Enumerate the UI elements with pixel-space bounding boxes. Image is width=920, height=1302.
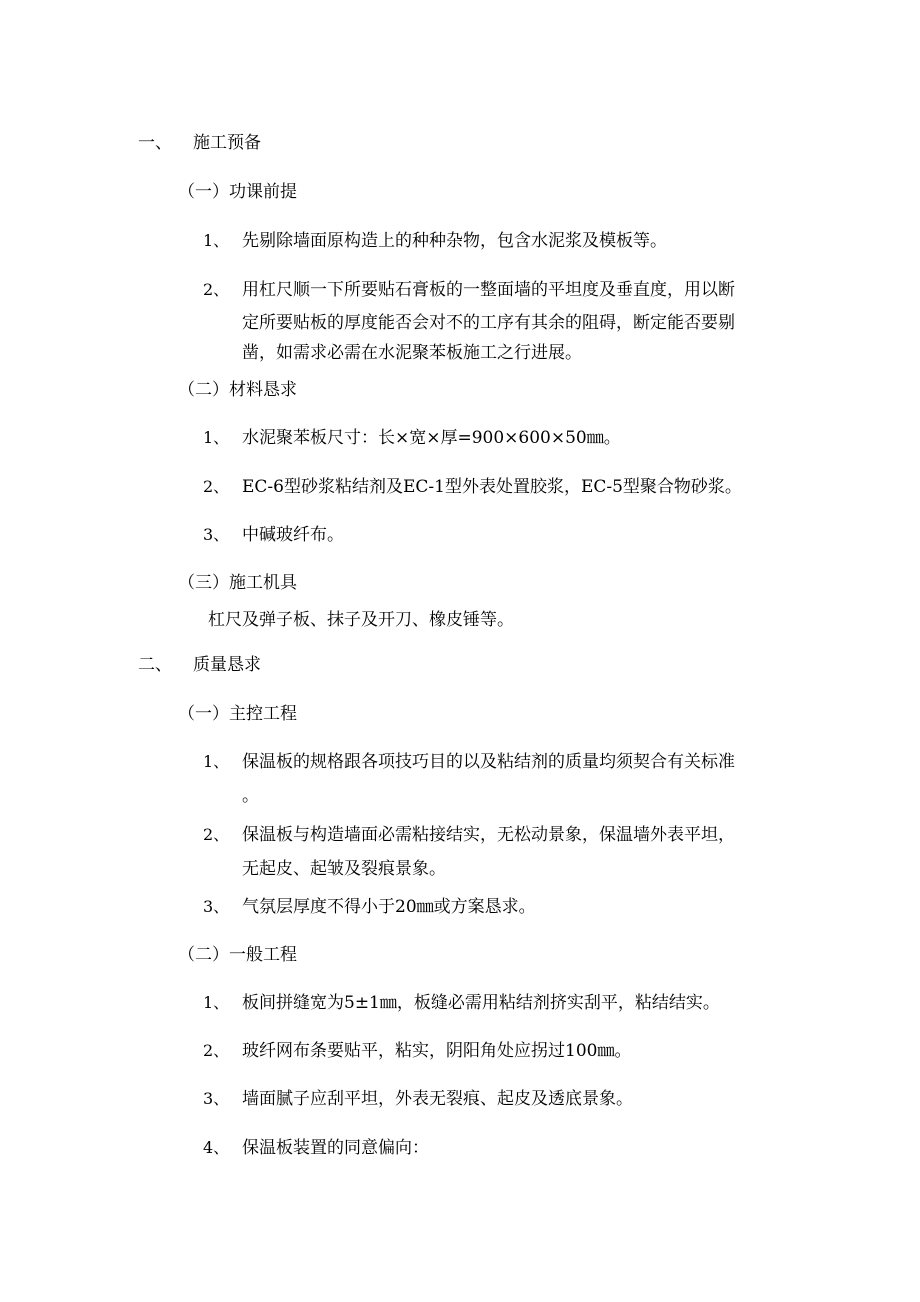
item-text: 先剔除墙面原构造上的种种杂物，包含水泥浆及模板等。 bbox=[242, 231, 667, 251]
section-title: 质量恳求 bbox=[193, 655, 261, 675]
item-text: 无起皮、起皱及裂痕景象。 bbox=[242, 859, 446, 879]
item-number: 2、 bbox=[203, 1041, 230, 1060]
item-number: 3、 bbox=[203, 1089, 230, 1108]
item-text: 水泥聚苯板尺寸：长×宽×厚=900×600×50㎜。 bbox=[242, 428, 621, 448]
item-number: 1、 bbox=[203, 231, 230, 250]
subsection-title: （二）一般工程 bbox=[178, 945, 297, 965]
item-text: 保温板与构造墙面必需粘接结实，无松动景象，保温墙外表平坦， bbox=[242, 825, 735, 845]
section-number: 一、 bbox=[138, 133, 172, 153]
item-number: 4、 bbox=[203, 1138, 230, 1157]
item-number: 1、 bbox=[203, 428, 230, 447]
item-text: 板间拼缝宽为5±1㎜，板缝必需用粘结剂挤实刮平，粘结结实。 bbox=[242, 993, 720, 1013]
subsection-title: （一）主控工程 bbox=[178, 704, 297, 724]
item-number: 1、 bbox=[203, 993, 230, 1012]
item-text: 中碱玻纤布。 bbox=[242, 525, 344, 545]
item-number: 2、 bbox=[203, 825, 230, 844]
item-text: 气氛层厚度不得小于20㎜或方案恳求。 bbox=[242, 897, 536, 917]
subsection-title: （一）功课前提 bbox=[178, 182, 297, 202]
item-number: 3、 bbox=[203, 525, 230, 544]
item-text: EC-6型砂浆粘结剂及EC-1型外表处置胶浆，EC-5型聚合物砂浆。 bbox=[242, 477, 742, 497]
item-text: 保温板的规格跟各项技巧目的以及粘结剂的质量均须契合有关标准 bbox=[242, 752, 735, 772]
item-text: 墙面腻子应刮平坦，外表无裂痕、起皮及透底景象。 bbox=[242, 1089, 633, 1109]
section-number: 二、 bbox=[138, 655, 172, 675]
item-text: 用杠尺顺一下所要贴石膏板的一整面墙的平坦度及垂直度，用以断 bbox=[242, 280, 735, 300]
item-text: 保温板装置的同意偏向： bbox=[242, 1138, 429, 1158]
subsection-title: （二）材料恳求 bbox=[178, 380, 297, 400]
subsection-title: （三）施工机具 bbox=[178, 573, 297, 593]
section-title: 施工预备 bbox=[193, 133, 261, 153]
item-number: 2、 bbox=[203, 280, 230, 299]
item-number: 3、 bbox=[203, 897, 230, 916]
item-number: 1、 bbox=[203, 752, 230, 771]
item-text: 玻纤网布条要贴平，粘实，阴阳角处应拐过100㎜。 bbox=[242, 1041, 632, 1061]
item-text: 定所要贴板的厚度能否会对不的工序有其余的阻碍，断定能否要剔 bbox=[242, 313, 735, 333]
item-text: 。 bbox=[242, 786, 259, 806]
item-text: 凿，如需求必需在水泥聚苯板施工之行进展。 bbox=[242, 343, 582, 363]
paragraph-text: 杠尺及弹子板、抹子及开刀、橡皮锤等。 bbox=[208, 610, 514, 630]
item-number: 2、 bbox=[203, 477, 230, 496]
